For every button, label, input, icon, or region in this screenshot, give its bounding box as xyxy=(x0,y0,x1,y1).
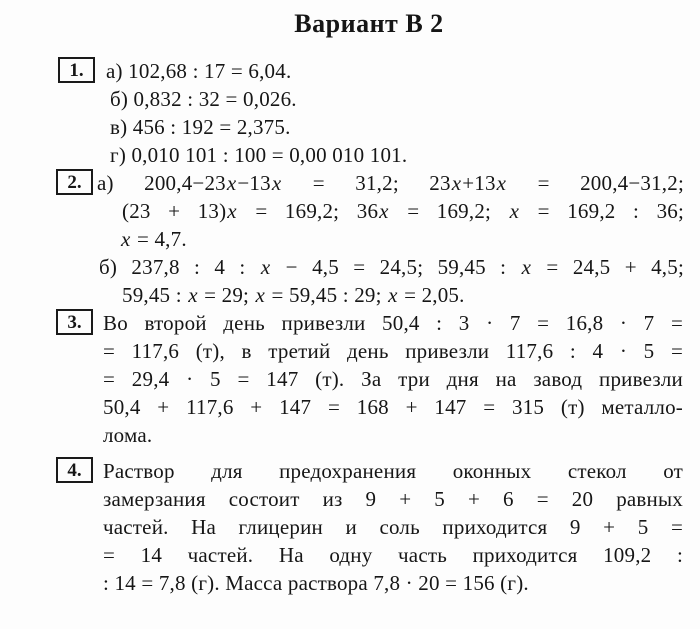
problem-4-line-2: замерзания состоит из 9 + 5 + 6 = 20 равных xyxy=(103,487,683,511)
problem-3-number: 3. xyxy=(67,311,82,333)
problem-3-number-box xyxy=(56,309,93,335)
problem-2-line-4: б) 237,8 : 4 : x − 4,5 = 24,5; 59,45 : x = 24,5 + 4,5; xyxy=(99,255,684,279)
problem-2-number: 2. xyxy=(67,171,82,193)
problem-1-number-box xyxy=(58,57,95,83)
problem-4-line-4: = 14 частей. На одну часть приходится 109,2 : xyxy=(103,543,683,567)
problem-1-line-v: в) 456 : 192 = 2,375. xyxy=(110,115,291,139)
problem-2-line-1: а) 200,4−23x−13x = 31,2; 23x+13x = 200,4−31,2; xyxy=(97,171,684,195)
problem-3-line-5: лома. xyxy=(103,423,153,447)
problem-4-line-5: : 14 = 7,8 (г). Масса раствора 7,8 · 20 = 156 (г). xyxy=(103,571,529,595)
problem-3-line-3: = 29,4 · 5 = 147 (т). За три дня на завод привезли xyxy=(103,367,683,391)
problem-2-line-3: x = 4,7. xyxy=(121,227,187,251)
problem-2-line-5: 59,45 : x = 29; x = 59,45 : 29; x = 2,05. xyxy=(122,283,465,307)
problem-3-line-4: 50,4 + 117,6 + 147 = 168 + 147 = 315 (т) металло- xyxy=(103,395,683,419)
problem-1-line-b: б) 0,832 : 32 = 0,026. xyxy=(110,87,297,111)
problem-4-line-3: частей. На глицерин и соль приходится 9 + 5 = xyxy=(103,515,683,539)
problem-1-number: 1. xyxy=(69,59,84,81)
problem-1-line-g: г) 0,010 101 : 100 = 0,00 010 101. xyxy=(110,143,408,167)
problem-3-line-2: = 117,6 (т), в третий день привезли 117,6 : 4 · 5 = xyxy=(103,339,683,363)
problem-2-number-box xyxy=(56,169,93,195)
problem-3-line-1: Во второй день привезли 50,4 : 3 · 7 = 16,8 · 7 = xyxy=(103,311,683,335)
problem-4-line-1: Раствор для предохранения оконных стекол от xyxy=(103,459,683,483)
problem-2-line-2: (23 + 13)x = 169,2; 36x = 169,2; x = 169,2 : 36; xyxy=(122,199,684,223)
problem-1-line-a: а) 102,68 : 17 = 6,04. xyxy=(106,59,292,83)
page-title: Вариант В 2 xyxy=(294,9,444,38)
problem-4-number: 4. xyxy=(67,459,82,481)
problem-4-number-box xyxy=(56,457,93,483)
